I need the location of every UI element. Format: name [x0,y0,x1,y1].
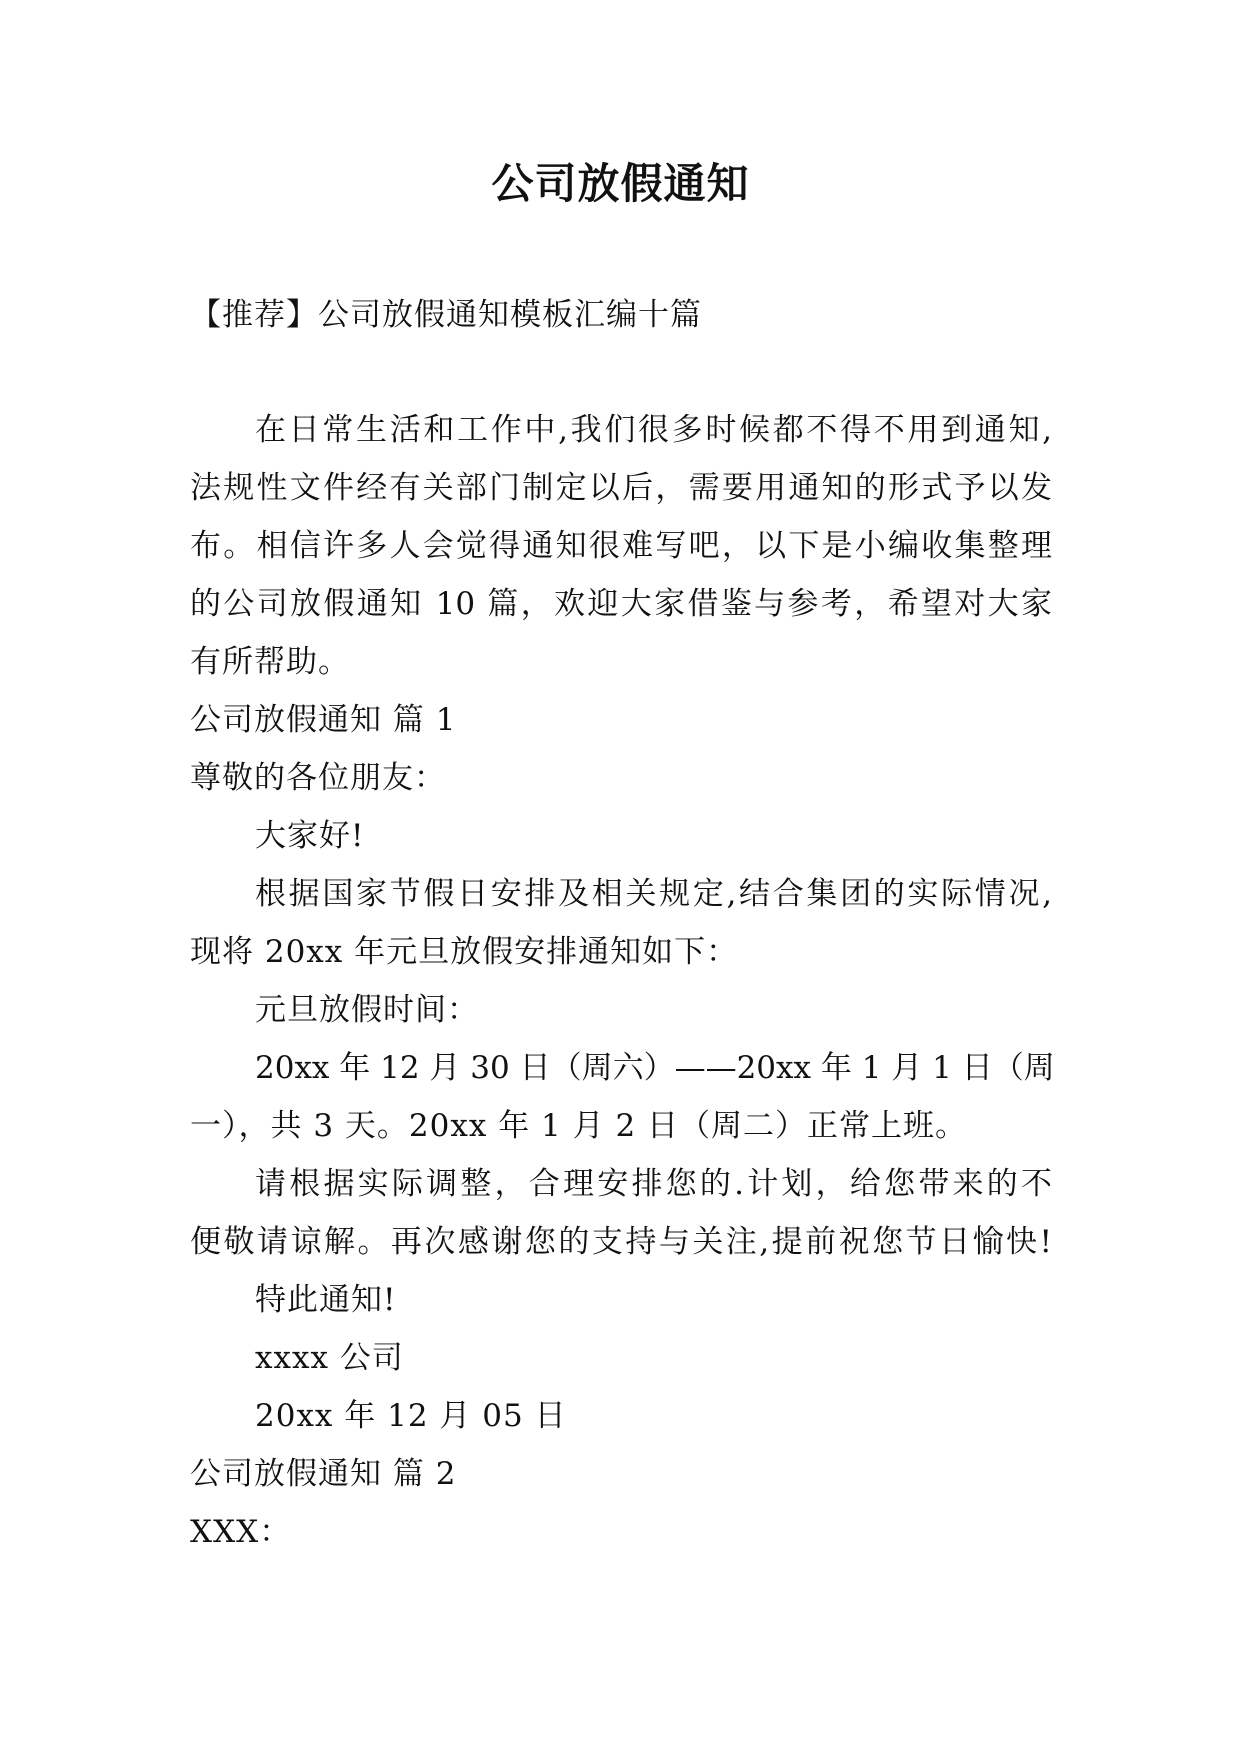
company-signature: xxxx 公司 [255,1340,404,1376]
intro-line-4: 的公司放假通知 10 篇，欢迎大家借鉴与参考，希望对大家 [190,586,1052,622]
paragraph-1-line-1: 根据国家节假日安排及相关规定,结合集团的实际情况, [255,876,1052,912]
paragraph-3-line-2: 便敬请谅解。再次感谢您的支持与关注,提前祝您节日愉快! [190,1224,1052,1260]
document-subtitle: 【推荐】公司放假通知模板汇编十篇 [190,297,702,333]
holiday-time-label: 元旦放假时间： [255,992,479,1028]
paragraph-1-line-2: 现将 20xx 年元旦放假安排通知如下： [190,934,739,970]
section-2-salutation: XXX： [190,1514,292,1550]
intro-line-5: 有所帮助。 [190,644,350,680]
notice-date: 20xx 年 12 月 05 日 [255,1398,567,1434]
paragraph-3-line-1: 请根据实际调整，合理安排您的.计划，给您带来的不 [255,1166,1052,1202]
salutation: 尊敬的各位朋友： [190,760,446,796]
paragraph-2-line-1: 20xx 年 12 月 30 日（周六）——20xx 年 1 月 1 日（周 [255,1050,1055,1086]
section-2-heading: 公司放假通知 篇 2 [190,1456,457,1492]
paragraph-2-line-2: 一），共 3 天。20xx 年 1 月 2 日（周二）正常上班。 [190,1108,968,1144]
intro-line-3: 布。相信许多人会觉得通知很难写吧，以下是小编收集整理 [190,528,1052,564]
greeting: 大家好! [255,818,365,854]
intro-line-2: 法规性文件经有关部门制定以后，需要用通知的形式予以发 [190,470,1052,506]
section-1-heading: 公司放假通知 篇 1 [190,702,457,738]
intro-line-1: 在日常生活和工作中,我们很多时候都不得不用到通知, [255,412,1052,448]
document-title: 公司放假通知 [491,159,750,208]
closing-text: 特此通知! [255,1282,397,1318]
